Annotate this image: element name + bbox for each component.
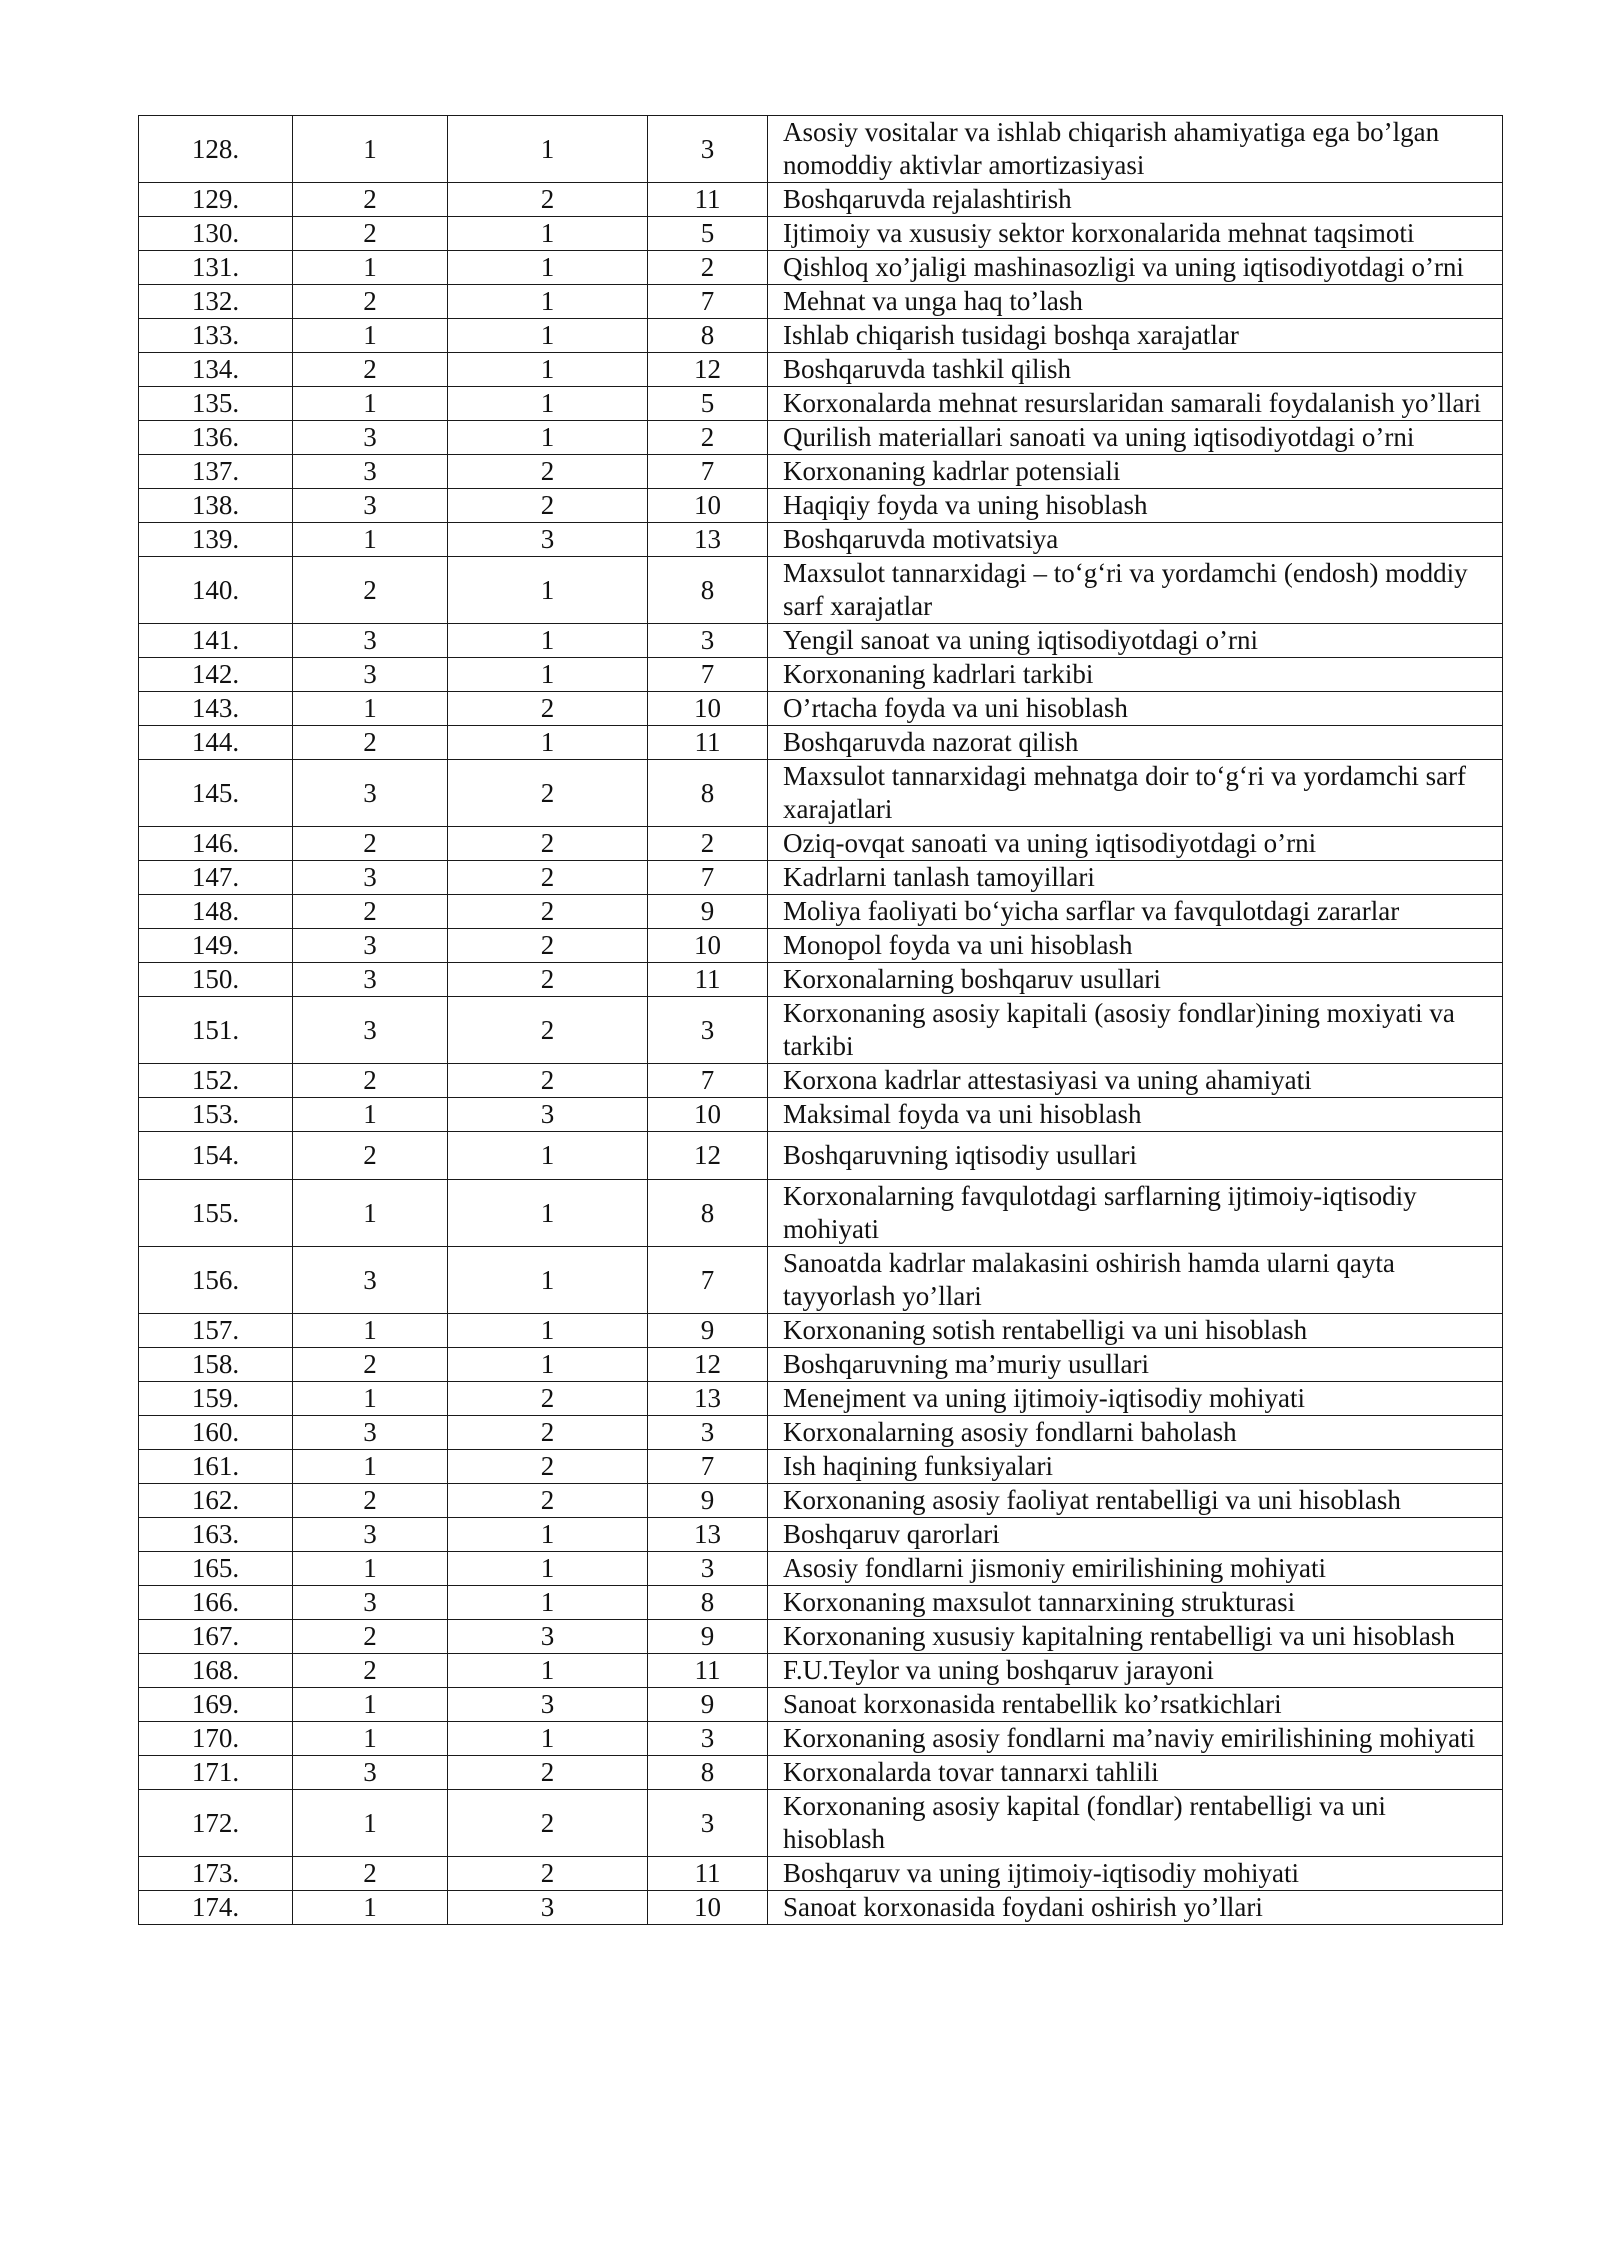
topic-title-cell: Boshqaruvning ma’muriy usullari <box>768 1348 1503 1382</box>
row-number-cell: 151. <box>139 997 293 1064</box>
column-3-cell: 3 <box>448 1620 648 1654</box>
topic-title-cell: Maksimal foyda va uni hisoblash <box>768 1098 1503 1132</box>
row-number-cell: 142. <box>139 658 293 692</box>
column-3-cell: 1 <box>448 557 648 624</box>
column-4-cell: 9 <box>648 1688 768 1722</box>
column-3-cell: 3 <box>448 523 648 557</box>
topic-title-cell: Korxonalarda tovar tannarxi tahlili <box>768 1756 1503 1790</box>
column-4-cell: 10 <box>648 692 768 726</box>
column-3-cell: 2 <box>448 1756 648 1790</box>
column-3-cell: 1 <box>448 1247 648 1314</box>
column-2-cell: 2 <box>293 1484 448 1518</box>
column-2-cell: 3 <box>293 1247 448 1314</box>
column-3-cell: 1 <box>448 1654 648 1688</box>
row-number-cell: 156. <box>139 1247 293 1314</box>
column-3-cell: 3 <box>448 1098 648 1132</box>
column-2-cell: 1 <box>293 1314 448 1348</box>
table-row <box>139 1688 1503 1722</box>
topic-title-cell: Korxonalarda mehnat resurslaridan samarali foydalanish yo’llari <box>768 387 1503 421</box>
row-number-cell: 172. <box>139 1790 293 1857</box>
table-row <box>139 387 1503 421</box>
topic-title-cell: Oziq-ovqat sanoati va uning iqtisodiyotdagi o’rni <box>768 827 1503 861</box>
topic-title-cell: Korxonaning asosiy fondlarni ma’naviy emirilishining mohiyati <box>768 1722 1503 1756</box>
column-2-cell: 2 <box>293 1857 448 1891</box>
table-row <box>139 1416 1503 1450</box>
table-row <box>139 1348 1503 1382</box>
topic-title-cell: Boshqaruv qarorlari <box>768 1518 1503 1552</box>
column-3-cell: 2 <box>448 455 648 489</box>
column-4-cell: 3 <box>648 997 768 1064</box>
topic-title-cell: Sanoat korxonasida rentabellik ko’rsatkichlari <box>768 1688 1503 1722</box>
column-3-cell: 1 <box>448 1722 648 1756</box>
column-3-cell: 2 <box>448 1382 648 1416</box>
row-number-cell: 150. <box>139 963 293 997</box>
column-4-cell: 7 <box>648 861 768 895</box>
column-3-cell: 1 <box>448 624 648 658</box>
topic-title-cell: Monopol foyda va uni hisoblash <box>768 929 1503 963</box>
column-4-cell: 7 <box>648 1064 768 1098</box>
row-number-cell: 137. <box>139 455 293 489</box>
column-4-cell: 5 <box>648 387 768 421</box>
topic-title-cell: Yengil sanoat va uning iqtisodiyotdagi o’rni <box>768 624 1503 658</box>
column-3-cell: 3 <box>448 1688 648 1722</box>
table-row <box>139 997 1503 1064</box>
row-number-cell: 136. <box>139 421 293 455</box>
topic-title-cell: Haqiqiy foyda va uning hisoblash <box>768 489 1503 523</box>
table-row <box>139 861 1503 895</box>
table-row <box>139 1180 1503 1247</box>
column-2-cell: 1 <box>293 319 448 353</box>
column-4-cell: 11 <box>648 1857 768 1891</box>
table-row <box>139 251 1503 285</box>
column-4-cell: 11 <box>648 963 768 997</box>
column-2-cell: 3 <box>293 1416 448 1450</box>
topic-title-cell: O’rtacha foyda va uni hisoblash <box>768 692 1503 726</box>
row-number-cell: 134. <box>139 353 293 387</box>
column-3-cell: 3 <box>448 1891 648 1925</box>
topic-title-cell: Maxsulot tannarxidagi – to‘g‘ri va yordamchi (endosh) moddiy sarf xarajatlar <box>768 557 1503 624</box>
table-row <box>139 658 1503 692</box>
column-4-cell: 8 <box>648 1180 768 1247</box>
column-3-cell: 1 <box>448 319 648 353</box>
column-3-cell: 2 <box>448 760 648 827</box>
topic-title-cell: Maxsulot tannarxidagi mehnatga doir to‘g‘ri va yordamchi sarf xarajatlari <box>768 760 1503 827</box>
column-3-cell: 1 <box>448 387 648 421</box>
topic-title-cell: Korxonaning xususiy kapitalning rentabelligi va uni hisoblash <box>768 1620 1503 1654</box>
table-row <box>139 726 1503 760</box>
column-2-cell: 2 <box>293 1132 448 1180</box>
column-4-cell: 3 <box>648 624 768 658</box>
column-4-cell: 7 <box>648 1247 768 1314</box>
table-row <box>139 1450 1503 1484</box>
column-3-cell: 2 <box>448 1790 648 1857</box>
row-number-cell: 158. <box>139 1348 293 1382</box>
table-body <box>139 116 1503 1925</box>
column-2-cell: 2 <box>293 1654 448 1688</box>
column-4-cell: 3 <box>648 116 768 183</box>
column-4-cell: 13 <box>648 523 768 557</box>
topic-title-cell: Moliya faoliyati bo‘yicha sarflar va favqulotdagi zararlar <box>768 895 1503 929</box>
column-4-cell: 7 <box>648 285 768 319</box>
column-2-cell: 1 <box>293 1790 448 1857</box>
column-3-cell: 1 <box>448 1314 648 1348</box>
table-row <box>139 1891 1503 1925</box>
column-4-cell: 8 <box>648 1756 768 1790</box>
table-row <box>139 624 1503 658</box>
column-2-cell: 1 <box>293 116 448 183</box>
topic-title-cell: Sanoat korxonasida foydani oshirish yo’llari <box>768 1891 1503 1925</box>
column-4-cell: 9 <box>648 1314 768 1348</box>
column-3-cell: 2 <box>448 861 648 895</box>
row-number-cell: 147. <box>139 861 293 895</box>
column-4-cell: 2 <box>648 251 768 285</box>
table-row <box>139 1132 1503 1180</box>
column-4-cell: 13 <box>648 1382 768 1416</box>
table-row <box>139 1484 1503 1518</box>
topic-title-cell: Qurilish materiallari sanoati va uning iqtisodiyotdagi o’rni <box>768 421 1503 455</box>
topic-title-cell: Asosiy vositalar va ishlab chiqarish ahamiyatiga ega bo’lgan nomoddiy aktivlar amortizasiyasi <box>768 116 1503 183</box>
column-2-cell: 1 <box>293 251 448 285</box>
table-row <box>139 1098 1503 1132</box>
column-2-cell: 2 <box>293 285 448 319</box>
column-2-cell: 1 <box>293 1180 448 1247</box>
topic-title-cell: Boshqaruvda rejalashtirish <box>768 183 1503 217</box>
column-2-cell: 2 <box>293 1620 448 1654</box>
table-row <box>139 827 1503 861</box>
topic-title-cell: Boshqaruv va uning ijtimoiy-iqtisodiy mohiyati <box>768 1857 1503 1891</box>
row-number-cell: 174. <box>139 1891 293 1925</box>
column-3-cell: 1 <box>448 353 648 387</box>
row-number-cell: 160. <box>139 1416 293 1450</box>
column-3-cell: 1 <box>448 116 648 183</box>
row-number-cell: 169. <box>139 1688 293 1722</box>
row-number-cell: 144. <box>139 726 293 760</box>
column-2-cell: 1 <box>293 692 448 726</box>
table-row <box>139 183 1503 217</box>
topic-title-cell: Korxona kadrlar attestasiyasi va uning ahamiyati <box>768 1064 1503 1098</box>
column-3-cell: 1 <box>448 285 648 319</box>
row-number-cell: 168. <box>139 1654 293 1688</box>
table-row <box>139 1586 1503 1620</box>
row-number-cell: 155. <box>139 1180 293 1247</box>
column-4-cell: 12 <box>648 353 768 387</box>
row-number-cell: 140. <box>139 557 293 624</box>
column-3-cell: 1 <box>448 1586 648 1620</box>
row-number-cell: 128. <box>139 116 293 183</box>
column-3-cell: 2 <box>448 827 648 861</box>
topic-title-cell: Menejment va uning ijtimoiy-iqtisodiy mohiyati <box>768 1382 1503 1416</box>
column-4-cell: 2 <box>648 827 768 861</box>
column-2-cell: 2 <box>293 353 448 387</box>
table-row <box>139 1518 1503 1552</box>
row-number-cell: 135. <box>139 387 293 421</box>
topic-title-cell: Korxonalarning favqulotdagi sarflarning ijtimoiy-iqtisodiy mohiyati <box>768 1180 1503 1247</box>
row-number-cell: 129. <box>139 183 293 217</box>
topic-title-cell: Mehnat va unga haq to’lash <box>768 285 1503 319</box>
column-4-cell: 10 <box>648 489 768 523</box>
column-4-cell: 8 <box>648 557 768 624</box>
column-3-cell: 1 <box>448 421 648 455</box>
topic-title-cell: F.U.Teylor va uning boshqaruv jarayoni <box>768 1654 1503 1688</box>
column-2-cell: 1 <box>293 1722 448 1756</box>
table-row <box>139 963 1503 997</box>
column-2-cell: 2 <box>293 1064 448 1098</box>
table-row <box>139 353 1503 387</box>
column-3-cell: 2 <box>448 1416 648 1450</box>
column-4-cell: 5 <box>648 217 768 251</box>
topic-title-cell: Boshqaruvda nazorat qilish <box>768 726 1503 760</box>
column-2-cell: 1 <box>293 1552 448 1586</box>
table-row <box>139 1314 1503 1348</box>
column-3-cell: 1 <box>448 217 648 251</box>
row-number-cell: 146. <box>139 827 293 861</box>
column-2-cell: 1 <box>293 523 448 557</box>
table-row <box>139 1382 1503 1416</box>
table-row <box>139 1722 1503 1756</box>
table-row <box>139 1857 1503 1891</box>
row-number-cell: 131. <box>139 251 293 285</box>
column-3-cell: 2 <box>448 963 648 997</box>
column-4-cell: 10 <box>648 929 768 963</box>
table-row <box>139 1064 1503 1098</box>
column-3-cell: 2 <box>448 183 648 217</box>
row-number-cell: 159. <box>139 1382 293 1416</box>
column-2-cell: 3 <box>293 455 448 489</box>
table-row <box>139 1247 1503 1314</box>
column-3-cell: 2 <box>448 1450 648 1484</box>
column-4-cell: 8 <box>648 760 768 827</box>
table-row <box>139 285 1503 319</box>
table-row <box>139 557 1503 624</box>
column-4-cell: 12 <box>648 1348 768 1382</box>
column-2-cell: 3 <box>293 760 448 827</box>
column-2-cell: 3 <box>293 1518 448 1552</box>
row-number-cell: 173. <box>139 1857 293 1891</box>
topic-title-cell: Korxonalarning asosiy fondlarni baholash <box>768 1416 1503 1450</box>
column-4-cell: 10 <box>648 1098 768 1132</box>
row-number-cell: 161. <box>139 1450 293 1484</box>
table-row <box>139 489 1503 523</box>
row-number-cell: 141. <box>139 624 293 658</box>
column-2-cell: 2 <box>293 726 448 760</box>
column-3-cell: 2 <box>448 929 648 963</box>
column-4-cell: 3 <box>648 1552 768 1586</box>
column-2-cell: 1 <box>293 387 448 421</box>
column-4-cell: 8 <box>648 1586 768 1620</box>
table-row <box>139 929 1503 963</box>
column-3-cell: 1 <box>448 726 648 760</box>
column-2-cell: 2 <box>293 557 448 624</box>
column-2-cell: 3 <box>293 963 448 997</box>
column-4-cell: 12 <box>648 1132 768 1180</box>
row-number-cell: 153. <box>139 1098 293 1132</box>
row-number-cell: 149. <box>139 929 293 963</box>
column-2-cell: 3 <box>293 1756 448 1790</box>
column-4-cell: 13 <box>648 1518 768 1552</box>
column-2-cell: 2 <box>293 1348 448 1382</box>
topics-table <box>138 115 1503 1925</box>
column-3-cell: 2 <box>448 1064 648 1098</box>
column-3-cell: 1 <box>448 1180 648 1247</box>
row-number-cell: 148. <box>139 895 293 929</box>
row-number-cell: 171. <box>139 1756 293 1790</box>
column-3-cell: 2 <box>448 489 648 523</box>
column-3-cell: 2 <box>448 692 648 726</box>
column-2-cell: 3 <box>293 421 448 455</box>
column-3-cell: 1 <box>448 1348 648 1382</box>
column-2-cell: 2 <box>293 217 448 251</box>
table-row <box>139 692 1503 726</box>
row-number-cell: 139. <box>139 523 293 557</box>
row-number-cell: 145. <box>139 760 293 827</box>
row-number-cell: 167. <box>139 1620 293 1654</box>
topic-title-cell: Sanoatda kadrlar malakasini oshirish hamda ularni qayta tayyorlash yo’llari <box>768 1247 1503 1314</box>
table-row <box>139 1654 1503 1688</box>
column-3-cell: 1 <box>448 1518 648 1552</box>
topic-title-cell: Ish haqining funksiyalari <box>768 1450 1503 1484</box>
column-2-cell: 3 <box>293 861 448 895</box>
row-number-cell: 162. <box>139 1484 293 1518</box>
row-number-cell: 143. <box>139 692 293 726</box>
column-3-cell: 2 <box>448 895 648 929</box>
table-row <box>139 421 1503 455</box>
topic-title-cell: Ijtimoiy va xususiy sektor korxonalarida mehnat taqsimoti <box>768 217 1503 251</box>
column-4-cell: 9 <box>648 1620 768 1654</box>
topic-title-cell: Ishlab chiqarish tusidagi boshqa xarajatlar <box>768 319 1503 353</box>
topic-title-cell: Korxonaning kadrlar potensiali <box>768 455 1503 489</box>
table-row <box>139 1620 1503 1654</box>
topic-title-cell: Korxonaning maxsulot tannarxining strukturasi <box>768 1586 1503 1620</box>
topic-title-cell: Kadrlarni tanlash tamoyillari <box>768 861 1503 895</box>
column-2-cell: 3 <box>293 658 448 692</box>
column-2-cell: 2 <box>293 827 448 861</box>
column-3-cell: 1 <box>448 1552 648 1586</box>
column-3-cell: 2 <box>448 997 648 1064</box>
column-2-cell: 3 <box>293 997 448 1064</box>
row-number-cell: 152. <box>139 1064 293 1098</box>
row-number-cell: 166. <box>139 1586 293 1620</box>
column-3-cell: 1 <box>448 1132 648 1180</box>
table-row <box>139 895 1503 929</box>
topic-title-cell: Boshqaruvda tashkil qilish <box>768 353 1503 387</box>
column-2-cell: 1 <box>293 1098 448 1132</box>
topic-title-cell: Qishloq xo’jaligi mashinasozligi va uning iqtisodiyotdagi o’rni <box>768 251 1503 285</box>
column-2-cell: 1 <box>293 1891 448 1925</box>
table-row <box>139 319 1503 353</box>
column-3-cell: 2 <box>448 1484 648 1518</box>
column-4-cell: 7 <box>648 1450 768 1484</box>
row-number-cell: 133. <box>139 319 293 353</box>
table-row <box>139 1552 1503 1586</box>
column-4-cell: 7 <box>648 455 768 489</box>
topic-title-cell: Korxonalarning boshqaruv usullari <box>768 963 1503 997</box>
column-4-cell: 8 <box>648 319 768 353</box>
topic-title-cell: Korxonaning kadrlari tarkibi <box>768 658 1503 692</box>
column-2-cell: 1 <box>293 1688 448 1722</box>
topic-title-cell: Korxonaning sotish rentabelligi va uni hisoblash <box>768 1314 1503 1348</box>
table-row <box>139 217 1503 251</box>
row-number-cell: 163. <box>139 1518 293 1552</box>
column-4-cell: 3 <box>648 1790 768 1857</box>
column-2-cell: 1 <box>293 1450 448 1484</box>
document-page <box>138 115 1502 1925</box>
column-4-cell: 7 <box>648 658 768 692</box>
column-2-cell: 3 <box>293 624 448 658</box>
column-4-cell: 9 <box>648 1484 768 1518</box>
column-4-cell: 3 <box>648 1722 768 1756</box>
column-4-cell: 10 <box>648 1891 768 1925</box>
table-row <box>139 760 1503 827</box>
topic-title-cell: Asosiy fondlarni jismoniy emirilishining mohiyati <box>768 1552 1503 1586</box>
topic-title-cell: Boshqaruvning iqtisodiy usullari <box>768 1132 1503 1180</box>
row-number-cell: 154. <box>139 1132 293 1180</box>
column-3-cell: 2 <box>448 1857 648 1891</box>
table-row <box>139 523 1503 557</box>
table-row <box>139 116 1503 183</box>
row-number-cell: 132. <box>139 285 293 319</box>
column-2-cell: 1 <box>293 1382 448 1416</box>
topic-title-cell: Boshqaruvda motivatsiya <box>768 523 1503 557</box>
topic-title-cell: Korxonaning asosiy kapital (fondlar) rentabelligi va uni hisoblash <box>768 1790 1503 1857</box>
column-3-cell: 1 <box>448 658 648 692</box>
row-number-cell: 138. <box>139 489 293 523</box>
column-4-cell: 11 <box>648 183 768 217</box>
column-2-cell: 2 <box>293 895 448 929</box>
column-4-cell: 11 <box>648 1654 768 1688</box>
row-number-cell: 170. <box>139 1722 293 1756</box>
column-4-cell: 2 <box>648 421 768 455</box>
column-2-cell: 2 <box>293 183 448 217</box>
row-number-cell: 165. <box>139 1552 293 1586</box>
column-3-cell: 1 <box>448 251 648 285</box>
column-4-cell: 11 <box>648 726 768 760</box>
column-2-cell: 3 <box>293 929 448 963</box>
column-2-cell: 3 <box>293 1586 448 1620</box>
topic-title-cell: Korxonaning asosiy kapitali (asosiy fondlar)ining moxiyati va tarkibi <box>768 997 1503 1064</box>
topic-title-cell: Korxonaning asosiy faoliyat rentabelligi va uni hisoblash <box>768 1484 1503 1518</box>
row-number-cell: 157. <box>139 1314 293 1348</box>
table-row <box>139 1790 1503 1857</box>
table-row <box>139 455 1503 489</box>
column-2-cell: 3 <box>293 489 448 523</box>
column-4-cell: 3 <box>648 1416 768 1450</box>
table-row <box>139 1756 1503 1790</box>
column-4-cell: 9 <box>648 895 768 929</box>
row-number-cell: 130. <box>139 217 293 251</box>
